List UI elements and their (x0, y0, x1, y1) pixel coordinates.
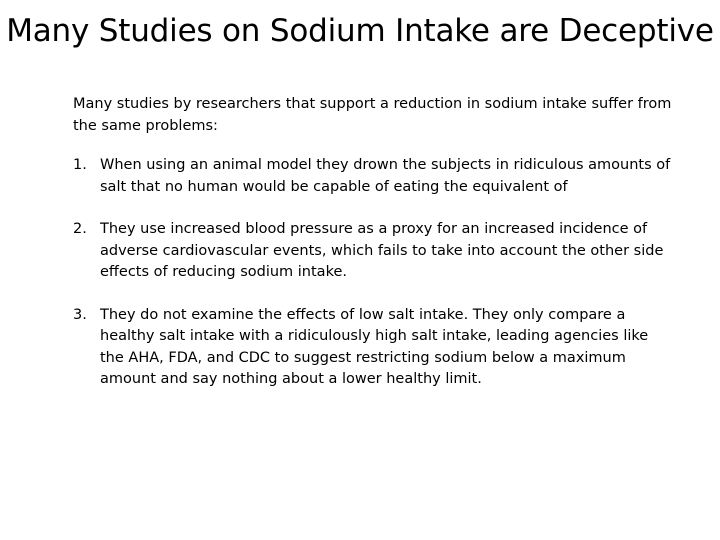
list-item-number: 1. (73, 157, 87, 173)
intro-paragraph: Many studies by researchers that support a reduction in sodium intake suffer from the same problems: (73, 96, 672, 134)
list-item-text: When using an animal model they drown the subjects in ridiculous amounts of salt that no human would be capable of eating the equivalent of (100, 157, 671, 195)
slide-title: Many Studies on Sodium Intake are Deceptive (6, 13, 714, 49)
list-item (73, 155, 673, 198)
slide-body (73, 94, 673, 412)
list-item-text: They use increased blood pressure as a proxy for an increased incidence of adverse cardiovascular events, which fails to take into account the other side effects of reducing sodium intake. (100, 221, 664, 280)
list-item-number: 2. (73, 221, 87, 237)
list-item-number: 3. (73, 306, 87, 323)
list-item-text: They do not examine the effects of low salt intake. They only compare a healthy salt intake with a ridiculously high salt intake, leading agencies like the AHA, FDA, and CDC to suggest restricting sodium below a maximum amount and say nothing about a lower healthy limit. (100, 306, 649, 387)
problems-list (73, 155, 673, 391)
list-item (73, 219, 673, 284)
list-item (73, 305, 673, 391)
